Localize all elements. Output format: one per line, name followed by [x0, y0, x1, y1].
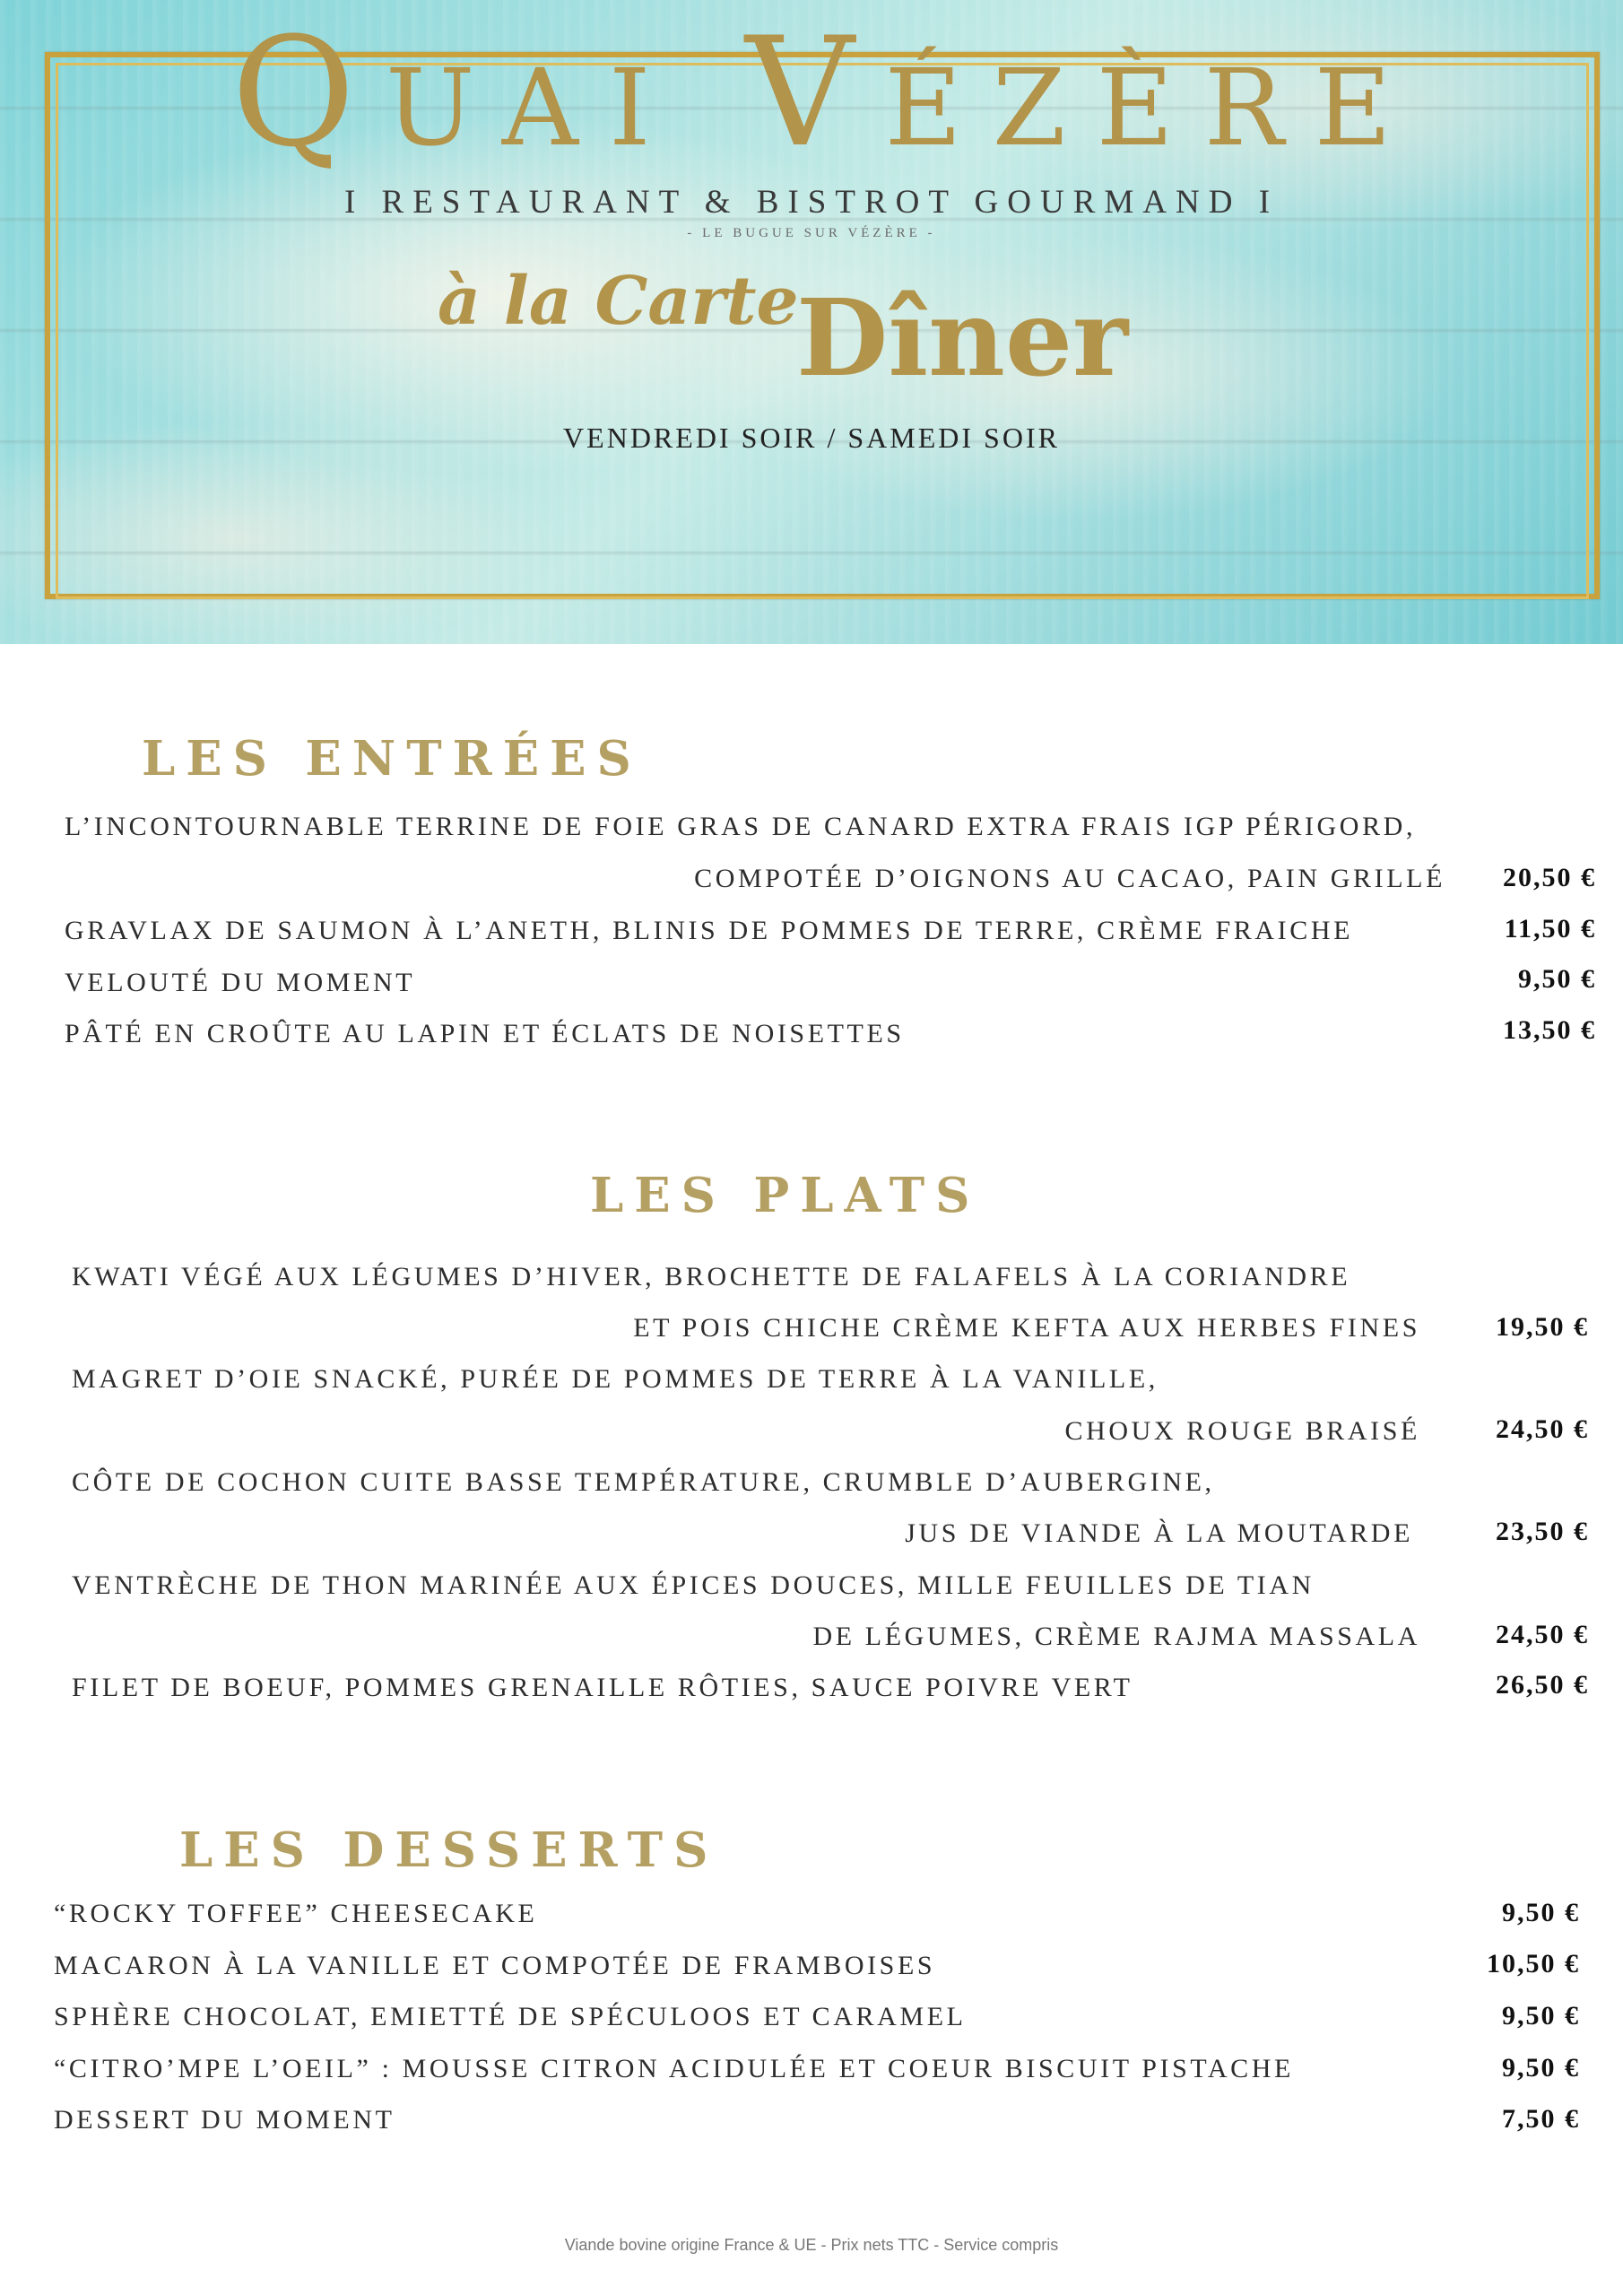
menu-item-plat-3-line1: CÔTE DE COCHON CUITE BASSE TEMPÉRATURE, CRUMBLE D’AUBERGINE,	[72, 1467, 1215, 1497]
header-banner	[0, 0, 1623, 644]
menu-price-plat-3: 23,50 €	[1496, 1517, 1589, 1546]
section-title-desserts: LES DESSERTS	[179, 1822, 719, 1878]
menu-item-plat-1-line1: KWATI VÉGÉ AUX LÉGUMES D’HIVER, BROCHETTE DE FALAFELS À LA CORIANDRE	[72, 1262, 1351, 1292]
restaurant-location: - LE BUGUE SUR VÉZÈRE -	[687, 226, 936, 240]
menu-price-entree-4: 13,50 €	[1503, 1015, 1596, 1045]
restaurant-subtitle: I RESTAURANT & BISTROT GOURMAND I	[343, 184, 1280, 221]
menu-price-dessert-3: 9,50 €	[1502, 2001, 1580, 2031]
menu-price-plat-4: 24,50 €	[1496, 1620, 1589, 1649]
menu-item-plat-4-line2: DE LÉGUMES, CRÈME RAJMA MASSALA	[812, 1622, 1420, 1651]
menu-item-plat-1-line2: ET POIS CHICHE CRÈME KEFTA AUX HERBES FINES	[633, 1313, 1420, 1343]
menu-item-plat-5: FILET DE BOEUF, POMMES GRENAILLE RÔTIES, SAUCE POIVRE VERT	[72, 1673, 1133, 1702]
menu-item-dessert-2: MACARON À LA VANILLE ET COMPOTÉE DE FRAMBOISES	[54, 1951, 936, 1980]
menu-item-dessert-3: SPHÈRE CHOCOLAT, EMIETTÉ DE SPÉCULOOS ET CARAMEL	[54, 2002, 967, 2031]
menu-item-dessert-4: “CITRO’MPE L’OEIL” : MOUSSE CITRON ACIDULÉE ET COEUR BISCUIT PISTACHE	[54, 2054, 1294, 2083]
menu-price-dessert-1: 9,50 €	[1502, 1898, 1580, 1927]
menu-item-entree-1-line2: COMPOTÉE D’OIGNONS AU CACAO, PAIN GRILLÉ	[694, 864, 1445, 893]
menu-price-entree-3: 9,50 €	[1518, 964, 1596, 994]
diner-title: Dîner	[796, 275, 1129, 400]
menu-price-dessert-2: 10,50 €	[1487, 1949, 1580, 1979]
menu-item-plat-2-line1: MAGRET D’OIE SNACKÉ, PURÉE DE POMMES DE TERRE À LA VANILLE,	[72, 1364, 1159, 1394]
menu-item-dessert-5: DESSERT DU MOMENT	[54, 2105, 395, 2135]
section-title-entrees: LES ENTRÉES	[142, 731, 642, 787]
menu-item-entree-4: PÂTÉ EN CROÛTE AU LAPIN ET ÉCLATS DE NOISETTES	[65, 1019, 905, 1048]
service-days: VENDREDI SOIR / SAMEDI SOIR	[563, 422, 1060, 454]
restaurant-logo: QUAI VÉZÈRE	[231, 4, 1422, 180]
menu-item-plat-4-line1: VENTRÈCHE DE THON MARINÉE AUX ÉPICES DOUCES, MILLE FEUILLES DE TIAN	[72, 1570, 1315, 1600]
menu-item-plat-3-line2: JUS DE VIANDE À LA MOUTARDE	[905, 1518, 1413, 1548]
menu-price-plat-1: 19,50 €	[1496, 1312, 1589, 1342]
menu-price-plat-5: 26,50 €	[1496, 1670, 1589, 1700]
menu-item-plat-2-line2: CHOUX ROUGE BRAISÉ	[1064, 1416, 1420, 1446]
menu-price-plat-2: 24,50 €	[1496, 1414, 1589, 1444]
carte-script-title: à la Carte	[438, 263, 799, 340]
menu-price-dessert-5: 7,50 €	[1502, 2104, 1580, 2134]
menu-price-entree-2: 11,50 €	[1504, 914, 1596, 944]
menu-item-dessert-1: “ROCKY TOFFEE” CHEESECAKE	[54, 1899, 538, 1928]
menu-item-entree-1-line1: L’INCONTOURNABLE TERRINE DE FOIE GRAS DE CANARD EXTRA FRAIS IGP PÉRIGORD,	[65, 812, 1417, 841]
section-title-plats: LES PLATS	[590, 1168, 981, 1223]
menu-item-entree-2: GRAVLAX DE SAUMON À L’ANETH, BLINIS DE POMMES DE TERRE, CRÈME FRAICHE	[65, 916, 1354, 945]
menu-price-entree-1: 20,50 €	[1503, 863, 1596, 892]
footer-note: Viande bovine origine France & UE - Prix nets TTC - Service compris	[564, 2236, 1059, 2254]
menu-price-dessert-4: 9,50 €	[1502, 2053, 1580, 2083]
menu-item-entree-3: VELOUTÉ DU MOMENT	[65, 968, 416, 997]
